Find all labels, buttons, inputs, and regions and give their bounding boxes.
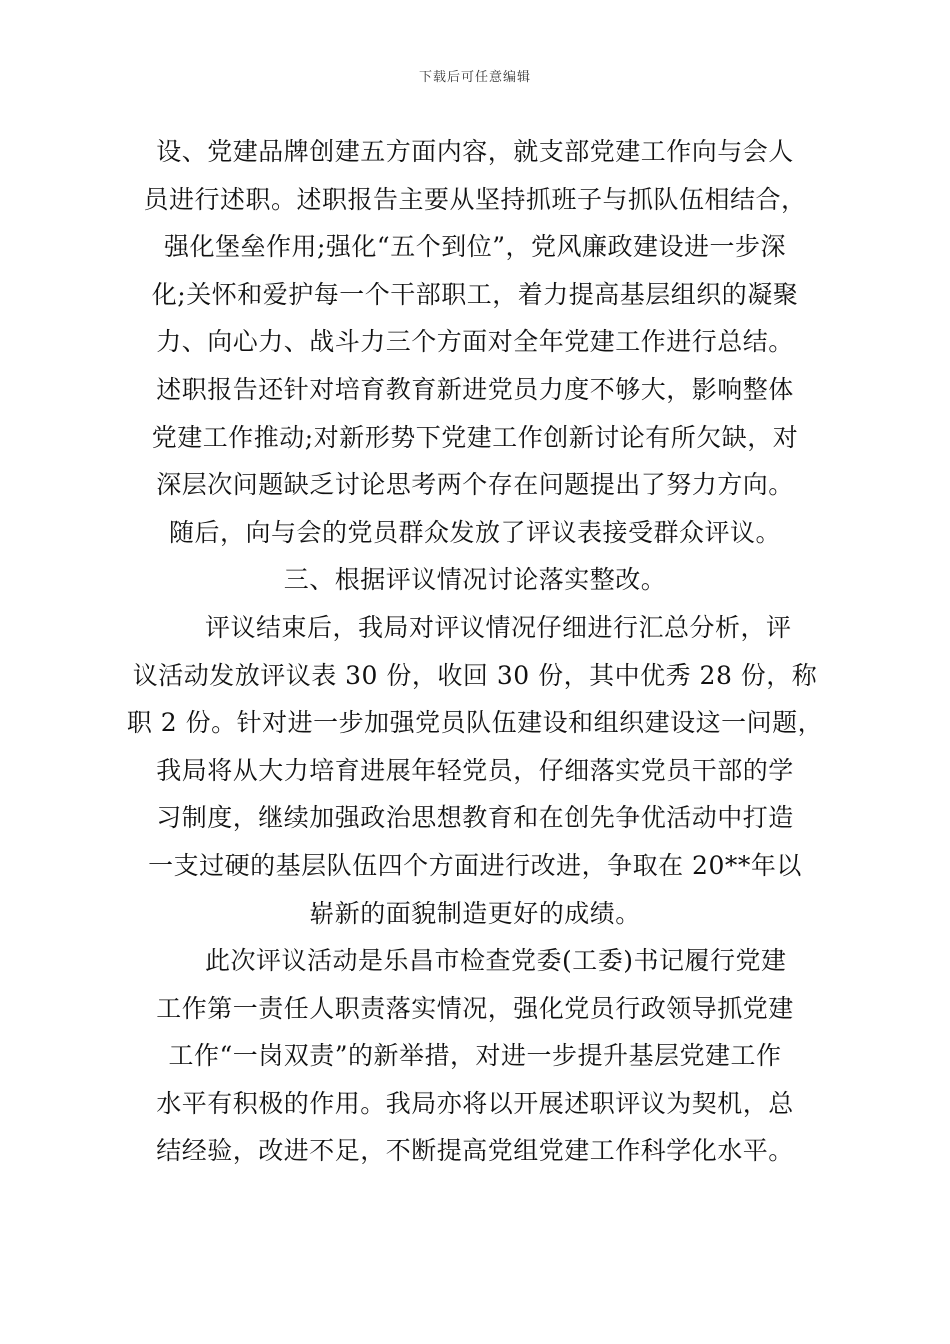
document-body — [0, 128, 950, 1175]
text-line: 三、根据评议情况讨论落实整改。 — [283, 565, 667, 595]
page-header-note: 下载后可任意编辑 — [418, 70, 531, 85]
text-line: 随后，向与会的党员群众发放了评议表接受群众评议。 — [168, 517, 781, 547]
text-line: 崭新的面貌制造更好的成绩。 — [309, 898, 641, 928]
text-line: 力、向心力、战斗力三个方面对全年党建工作进行总结。 — [156, 327, 794, 357]
text-line: 一支过硬的基层队伍四个方面进行改进，争取在 20**年以 — [148, 850, 802, 880]
text-line: 议活动发放评议表 30 份，收回 30 份，其中优秀 28 份，称 — [132, 660, 818, 690]
text-line: 述职报告还针对培育教育新进党员力度不够大，影响整体 — [156, 374, 794, 404]
text-line: 党建工作推动;对新形势下党建工作创新讨论有所欠缺，对 — [151, 422, 799, 452]
text-line: 工作“一岗双责”的新举措，对进一步提升基层党建工作 — [168, 1041, 782, 1071]
text-line: 职 2 份。针对进一步加强党员队伍建设和组织建设这一问题， — [126, 708, 824, 738]
text-line: 我局将从大力培育进展年轻党员，仔细落实党员干部的学 — [156, 755, 794, 785]
text-line: 水平有积极的作用。我局亦将以开展述职评议为契机，总 — [156, 1088, 794, 1118]
text-line: 深层次问题缺乏讨论思考两个存在问题提出了努力方向。 — [156, 470, 794, 500]
text-line: 设、党建品牌创建五方面内容，就支部党建工作向与会人 — [156, 137, 794, 166]
text-line: 结经验，改进不足，不断提高党组党建工作科学化水平。 — [156, 1136, 794, 1166]
text-line: 员进行述职。述职报告主要从坚持抓班子与抓队伍相结合， — [143, 184, 807, 214]
text-line: 强化堡垒作用;强化“五个到位”，党风廉政建设进一步深 — [164, 232, 786, 262]
text-line: 化;关怀和爱护每一个干部职工，着力提高基层组织的凝聚 — [151, 279, 799, 309]
text-line: 习制度，继续加强政治思想教育和在创先争优活动中打造 — [156, 803, 794, 833]
text-line: 评议结束后，我局对评议情况仔细进行汇总分析，评 — [205, 612, 792, 642]
text-line: 工作第一责任人职责落实情况，强化党员行政领导抓党建 — [156, 993, 794, 1023]
text-line: 此次评议活动是乐昌市检查党委(工委)书记履行党建 — [205, 946, 787, 976]
